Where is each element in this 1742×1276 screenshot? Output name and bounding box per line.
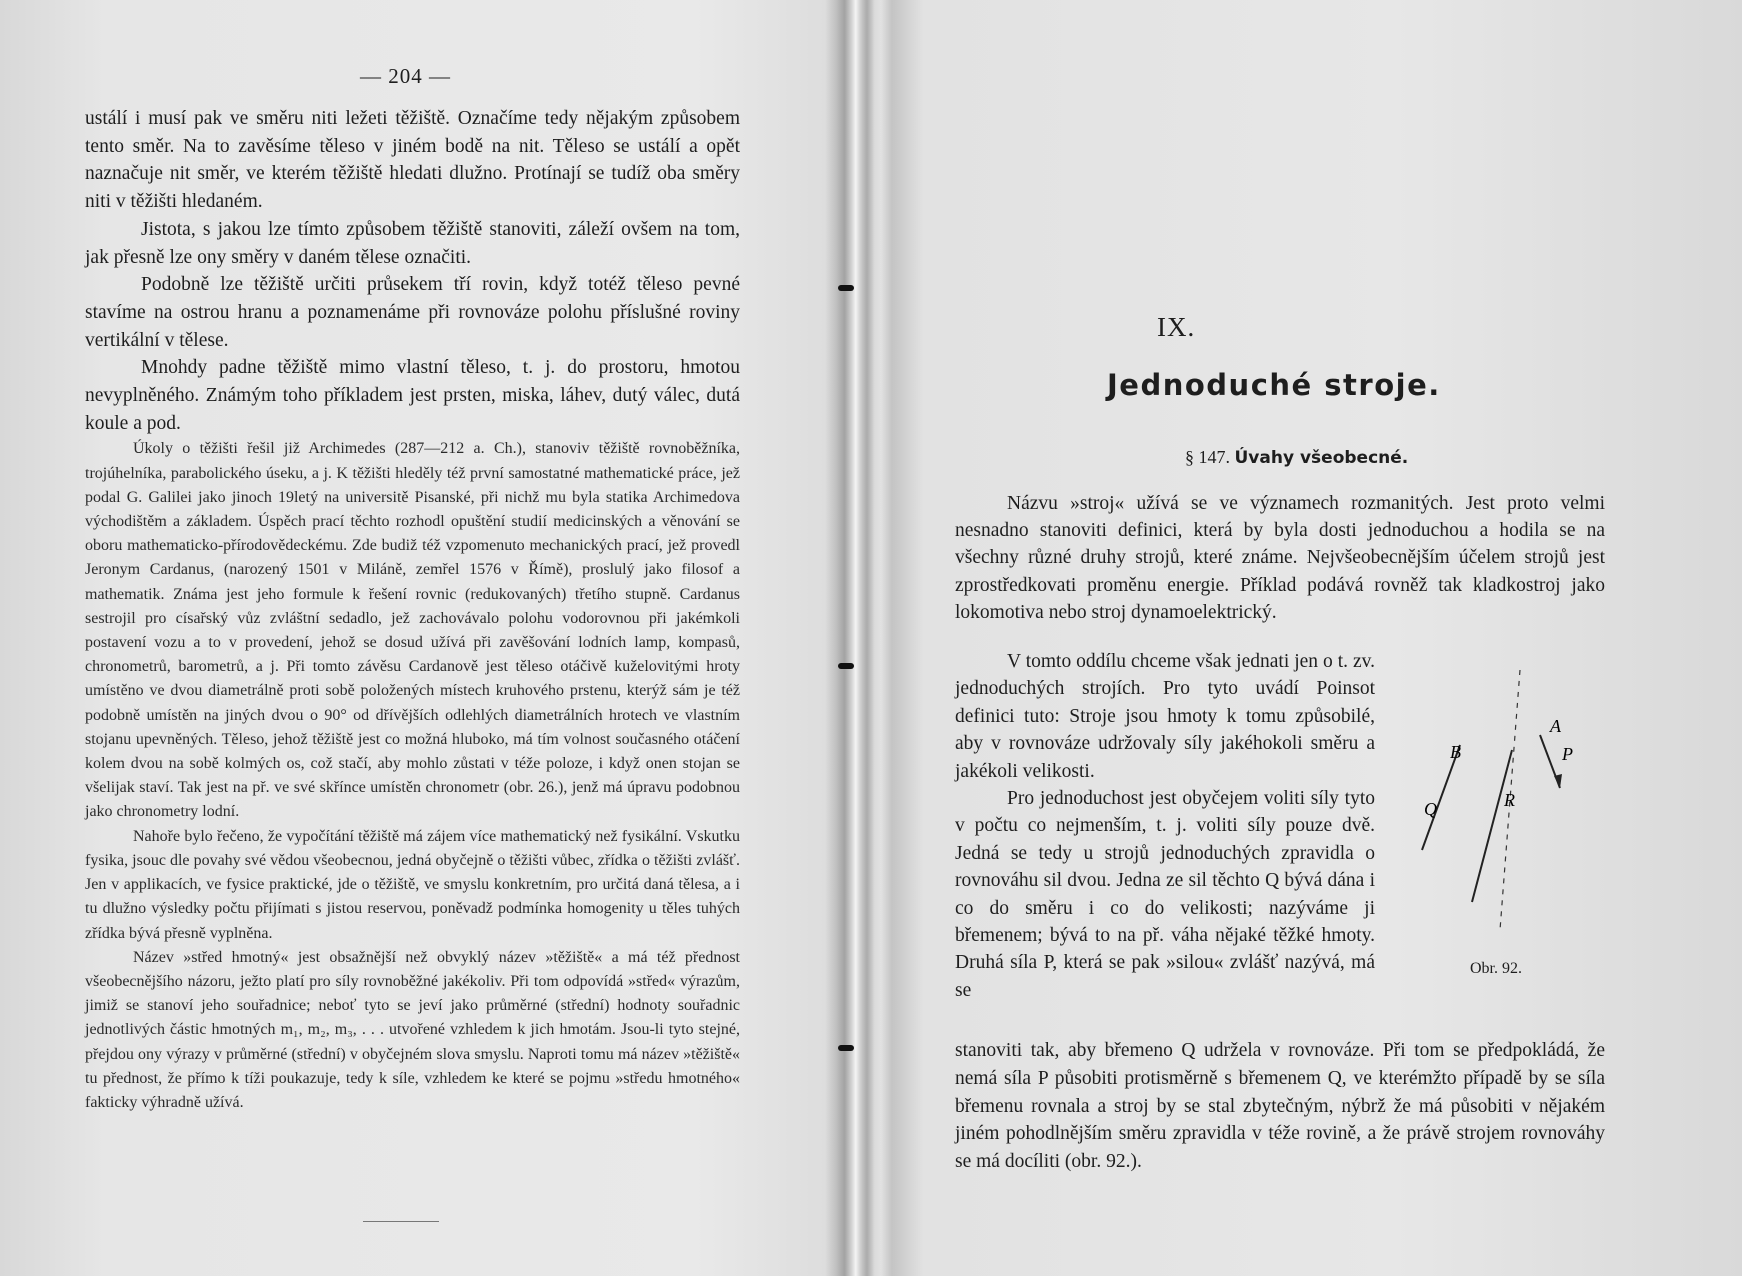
paragraph: Názvu »stroj« užívá se ve významech rozmanitých. Jest proto velmi nesnadno stanoviti definici, která by byla dosti jednoduchou a hodila se na všechny různé druhy strojů, které známe. Nejvšeobecnějším účelem strojů jest zprostředkovati proměnu energie. Příklad podává rovněž tak kladkostroj jako lokomotiva nebo stroj dynamoelektrický. xyxy=(955,493,1605,623)
label-a: A xyxy=(1550,716,1561,736)
paragraph: Jistota, s jakou lze tímto způsobem těžiště stanoviti, záleží ovšem na tom, jak přesně lze ony směry v daném tělese označiti. xyxy=(85,218,740,268)
right-page-tail xyxy=(955,1037,1605,1176)
force-line-r xyxy=(1472,750,1512,902)
page-number: — 204 — xyxy=(360,64,451,88)
paragraph: Podobně lze těžiště určiti průsekem tří rovin, když totéž těleso pevné stavíme na ostrou hranu a poznamenáme při rovnováze polohu příslušné roviny vertikální v tělese. xyxy=(85,274,740,351)
chapter-title: Jednoduché stroje. xyxy=(1107,368,1441,402)
left-page xyxy=(0,0,860,1276)
right-page-narrow-text xyxy=(955,648,1375,1004)
section-number: § 147. xyxy=(1185,447,1230,467)
small-print-block xyxy=(85,437,740,1115)
label-p: P xyxy=(1562,744,1573,764)
figure-caption: Obr. 92. xyxy=(1470,960,1522,977)
small-paragraph: Úkoly o těžišti řešil již Archimedes (287—212 a. Ch.), stanoviv těžiště rovnoběžníka, trojúhelníka, parabolického úseku, a j. K těžišti hleděly též první samostatné mathematické práce, jež podal G. Galilei jako jinoch 19letý na universitě Pisanské, při nichž mu byla statika Archimedova východištěm a základem. Úspěch prací těchto rozhodl opuštění studií medicinských a věnování se oboru mathematicko-přírodovědeckému. Zde budiž též vzpomenuto mechanických prací, jež provedl Jeronym Cardanus, (narozený 1501 v Miláně, zemřel 1576 v Římě), proslulý jako filosof a mathematik. Známa jest jeho formule k řešení rovnic (redukovaných) třetího stupně. Cardanus sestrojil pro císařský vůz zvláštní sedadlo, jež zachovávalo polohu vodorovnou při jakémkoli postavení vozu a to v provedení, jehož se dosud užívá při zavěšování lodních lamp, kompasů, chronometrů, barometrů, a j. Při tomto závěsu Cardanově jest těleso otáčivě kuželovitými hroty umístěno ve dvou diametrálně proti sobě položených místech kruhového prstenu, kterýž sám je též podobně umístěn na jiných dvou o 90° od dřívějších odlehlých diametrálních hrotech ve vlastním stojanu upevněných. Těleso, jehož těžiště jest co možná hluboko, má tím volnost současného otáčení kolem dvou na sobě kolmých os, což stačí, aby mohlo zůstati v téže poloze, i když onen stojan se všelijak staví. Tak jest na př. ve své skřínce umístěn chronometr (obr. 26.), jenž má úpravu podobnou jako chronometry lodní. xyxy=(85,440,740,821)
small-paragraph: Nahoře bylo řečeno, že vypočítání těžiště má zájem více mathematický než fysikální. Vskutku fysika, jsouc dle povahy své vědou všeobecnou, jedná obyčejně o těžišti vůbec, zřídka o těžišti zvlášť. Jen v applikacích, ve fysice praktické, jde o těžiště, ve smyslu konkretním, pro určitá daná tělesa, a i tu dlužno výsledky počtu přijímati s jistou reservou, poněvadž podmínka homogenity u těles tuhých zřídka bývá přesně vyplněna. xyxy=(85,827,740,942)
chapter-number: IX. xyxy=(1157,312,1196,342)
label-q: Q xyxy=(1424,799,1437,819)
paragraph: Pro jednoduchost jest obyčejem voliti síly tyto v počtu co nejmenším, t. j. voliti síly pouze dvě. Jedná se tedy u strojů jednoduchých zpravidla o rovnováhu sil dvou. Jedna ze sil těchto Q bývá dána i co do směru i co do velikosti; nazýváme ji břemenem; bývá to na př. váha nějaké těžké hmoty. Druhá síla P, která se pak »silou« zvlášť nazývá, má se xyxy=(955,788,1375,1001)
force-diagram xyxy=(1400,670,1600,990)
section-title: Úvahy všeobecné. xyxy=(1234,448,1409,468)
paragraph: stanoviti tak, aby břemeno Q udržela v rovnováze. Při tom se předpokládá, že nemá síla P působiti protisměrně s břemenem Q, ve kterémžto případě by se síla břemenu rovnala a stroj by se stal zbytečným, nýbrž že má působiti v nějakém jiném pohodlnějším směru zpravidla v téže rovině, a že právě strojem rovnováhy se má docíliti (obr. 92.). xyxy=(955,1040,1605,1173)
right-page-intro xyxy=(955,490,1605,626)
paragraph: V tomto oddílu chceme však jednati jen o t. zv. jednoduchých strojích. Pro tyto uvádí Poinsot definici tuto: Stroje jsou hmoty k tomu způsobilé, aby v rovnováze udržovaly síly jakéhokoli směru a jakékoli velikosti. xyxy=(955,651,1375,782)
small-paragraph: Název »střed hmotný« jest obsažnější než obvyklý název »těžiště« a má též přednost všeobecnějšího názoru, ježto platí pro síly rovnoběžné jakékoliv. Při tom odpovídá »střed« výrazům, jimiž se stanoví jeho souřadnice; neboť tyto se jeví jako průměrné (střední) hodnoty souřadnic jednotlivých částic hmotných m₁, m₂, m₃, . . . utvořené vzhledem k jich hmotám. Jsou-li tyto stejné, přejdou ony výrazy v průměrné (střední) v obyčejném slova smyslu. Naproti tomu má název »těžiště« tu přednost, že přímo k tíži poukazuje, tedy k síle, vzhledem ke které se pojmu »středu hmotného« fakticky výhradně užívá. xyxy=(85,948,740,1111)
paragraph: Mnohdy padne těžiště mimo vlastní těleso, t. j. do prostoru, hmotou nevyplněného. Známým toho příkladem jest prsten, miska, láhev, dutý válec, dutá koule a pod. xyxy=(85,357,740,434)
section-heading xyxy=(1185,447,1408,468)
footer-rule xyxy=(363,1221,439,1222)
label-r: R xyxy=(1504,790,1515,810)
arrowhead-p xyxy=(1554,774,1562,788)
left-page-body xyxy=(85,105,740,1115)
paragraph: ustálí i musí pak ve směru niti ležeti těžiště. Označíme tedy nějakým způsobem tento směr. Na to zavěsíme těleso v jiném bodě na nit. Těleso se ustálí a opět naznačuje nit směr, ve kterém těžiště hledati dlužno. Protínají se tudíž oba směry niti v těžišti hledaném. xyxy=(85,108,740,213)
label-b: B xyxy=(1450,742,1461,762)
